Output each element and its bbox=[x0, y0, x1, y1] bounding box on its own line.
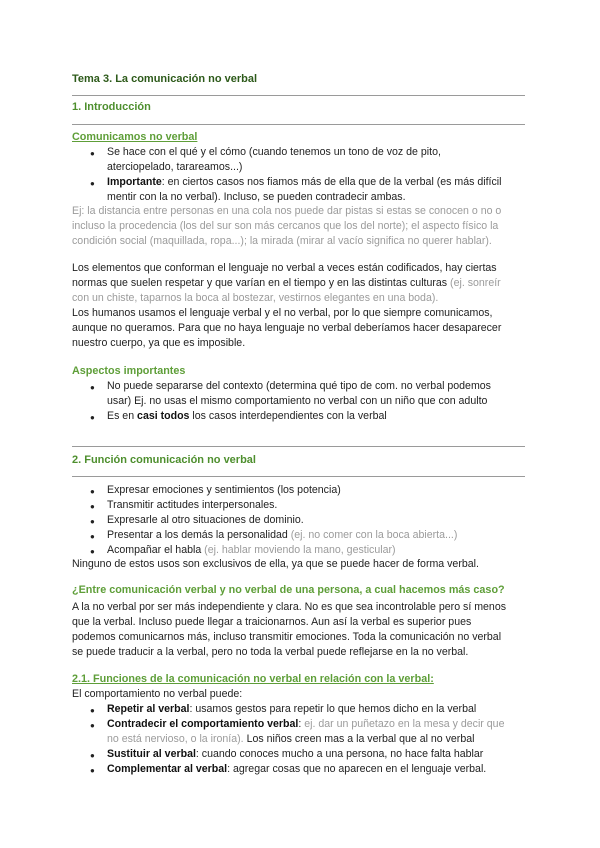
note-line: Ninguno de estos usos son exclusivos de ella, ya que se puede hacer de forma verbal. bbox=[72, 558, 479, 570]
section-heading-introduccion: 1. Introducción bbox=[72, 101, 151, 113]
list-item bbox=[107, 528, 527, 543]
list-item: Expresarle al otro situaciones de dominio. bbox=[107, 514, 304, 526]
bullet-icon: ● bbox=[90, 413, 95, 422]
list-item-text: Acompañar el habla bbox=[107, 544, 202, 556]
list-item-text: Es en bbox=[107, 410, 138, 422]
bold-term: Contradecir el comportamiento verbal bbox=[107, 718, 299, 730]
list-item bbox=[107, 379, 527, 409]
list-item bbox=[107, 717, 527, 747]
list-item-line: Se hace con el qué y el cómo (cuando tenemos un tono de voz de pito, bbox=[107, 146, 441, 158]
list-item bbox=[107, 702, 527, 717]
subheading-comunicamos: Comunicamos no verbal bbox=[72, 131, 198, 143]
bullet-icon: ● bbox=[90, 383, 95, 392]
paragraph-line: Los elementos que conforman el lenguaje no verbal a veces están codificados, hay ciertas bbox=[72, 262, 497, 274]
question-heading: ¿Entre comunicación verbal y no verbal de una persona, a cual hacemos más caso? bbox=[72, 584, 505, 596]
example-paragraph bbox=[72, 204, 532, 249]
list-item bbox=[107, 543, 527, 558]
list-item bbox=[107, 175, 527, 205]
list-item-text: : en ciertos casos nos fiamos más de ella que de la verbal (es más difícil bbox=[161, 176, 502, 188]
example-line: con un chiste, taparnos la boca al bostezar, vestirnos elegantes en una boda). bbox=[72, 292, 439, 304]
paragraph bbox=[72, 306, 532, 351]
paragraph-line: podemos comunicarnos más, incluso transmitir emociones. Toda la comunicación no verbal bbox=[72, 631, 502, 643]
list-item-text: Presentar a los demás la personalidad bbox=[107, 529, 288, 541]
list-item-line: No puede separarse del contexto (determina qué tipo de com. no verbal podemos bbox=[107, 380, 491, 392]
list-item bbox=[107, 409, 527, 424]
list-item bbox=[107, 145, 527, 175]
paragraph-line: A la no verbal por ser más independiente y clara. No es que sea incontrolable pero sí menos bbox=[72, 601, 507, 613]
divider bbox=[72, 476, 525, 477]
example-line: incluso la procedencia (los del sur son más cercanos que los del norte); el aspecto físico la bbox=[72, 220, 499, 232]
bullet-icon: ● bbox=[90, 706, 95, 715]
divider bbox=[72, 95, 525, 96]
bold-term: Complementar al verbal bbox=[107, 763, 228, 775]
example-line: condición social (maquillada, ropa...); la mirada (mirar al vacío significa no querer hablar). bbox=[72, 235, 492, 247]
section-heading-funcion: 2. Función comunicación no verbal bbox=[72, 454, 256, 466]
inline-example: (ej. no comer con la boca abierta...) bbox=[287, 529, 458, 541]
paragraph-line: normas que suelen respetar y que varían en el tiempo y en las distintas culturas bbox=[72, 277, 448, 289]
paragraph bbox=[72, 261, 532, 306]
divider bbox=[72, 446, 525, 447]
bullet-icon: ● bbox=[90, 487, 95, 496]
list-item-text: : bbox=[298, 718, 302, 730]
subheading-funciones: 2.1. Funciones de la comunicación no verbal en relación con la verbal: bbox=[72, 673, 434, 685]
bullet-icon: ● bbox=[90, 766, 95, 775]
list-item: Transmitir actitudes interpersonales. bbox=[107, 499, 278, 511]
list-item-line: usar) Ej. no usas el mismo comportamiento no verbal con un niño que con adulto bbox=[107, 395, 488, 407]
bullet-icon: ● bbox=[90, 532, 95, 541]
intro-line: El comportamiento no verbal puede: bbox=[72, 688, 243, 700]
paragraph-line: Los humanos usamos el lenguaje verbal y el no verbal, por lo que siempre comunicamos, bbox=[72, 307, 493, 319]
bullet-icon: ● bbox=[90, 721, 95, 730]
subheading-aspectos: Aspectos importantes bbox=[72, 365, 186, 377]
list-item-line: mentir con la no verbal). Incluso, se pueden contradecir ambas. bbox=[107, 191, 406, 203]
inline-example: (ej. sonreír bbox=[447, 277, 501, 289]
bullet-icon: ● bbox=[90, 502, 95, 511]
bullet-icon: ● bbox=[90, 149, 95, 158]
inline-example: ej. dar un puñetazo en la mesa y decir que bbox=[301, 718, 505, 730]
list-item bbox=[107, 747, 527, 762]
bullet-icon: ● bbox=[90, 751, 95, 760]
paragraph-line: se puede traducir a la verbal, pero no toda la verbal puede reflejarse en la no verbal. bbox=[72, 646, 469, 658]
list-item-text: : agregar cosas que no aparecen en el lenguaje verbal. bbox=[227, 763, 487, 775]
list-item-text: Los niños creen mas a la verbal que al no verbal bbox=[243, 733, 475, 745]
divider bbox=[72, 124, 525, 125]
list-item-text: : usamos gestos para repetir lo que hemos dicho en la verbal bbox=[189, 703, 477, 715]
bullet-icon: ● bbox=[90, 517, 95, 526]
bold-term: Importante bbox=[107, 176, 162, 188]
inline-example: no está nervioso, o la ironía). bbox=[107, 733, 244, 745]
example-line: Ej: la distancia entre personas en una cola nos puede dar pistas si estas se conocen o no o bbox=[72, 205, 502, 217]
list-item-text: : cuando conoces mucho a una persona, no hace falta hablar bbox=[195, 748, 484, 760]
inline-example: (ej. hablar moviendo la mano, gesticular) bbox=[201, 544, 396, 556]
bold-term: Repetir al verbal bbox=[107, 703, 190, 715]
bold-term: casi todos bbox=[137, 410, 190, 422]
answer-paragraph bbox=[72, 600, 532, 660]
list-item: Expresar emociones y sentimientos (los potencia) bbox=[107, 484, 341, 496]
paragraph-line: que la verbal. Incluso puede llegar a traicionarnos. Aun así la verbal es superior pues bbox=[72, 616, 472, 628]
bold-term: Sustituir al verbal bbox=[107, 748, 196, 760]
list-item-text: los casos interdependientes con la verbal bbox=[189, 410, 387, 422]
list-item bbox=[107, 762, 527, 777]
bullet-icon: ● bbox=[90, 547, 95, 556]
paragraph-line: nuestro cuerpo, ya que es imposible. bbox=[72, 337, 246, 349]
list-item-line: aterciopelado, tarareamos...) bbox=[107, 161, 243, 173]
bullet-icon: ● bbox=[90, 179, 95, 188]
paragraph-line: aunque no queramos. Para que no haya lenguaje no verbal deberíamos hacer desaparecer bbox=[72, 322, 502, 334]
page-title: Tema 3. La comunicación no verbal bbox=[72, 73, 258, 85]
